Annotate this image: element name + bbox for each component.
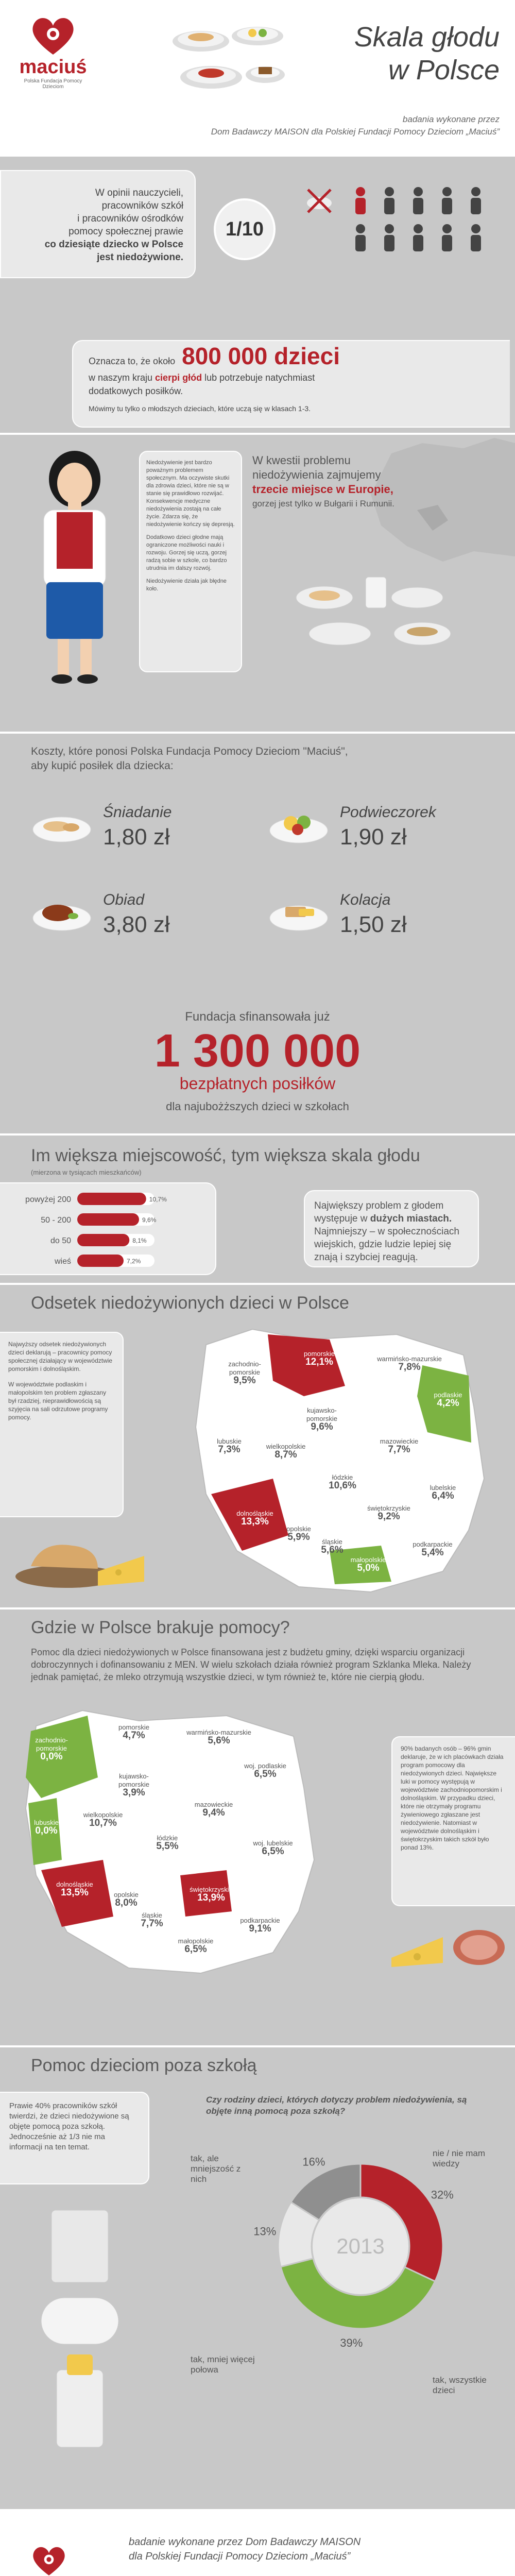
donut-slice-value: 39%: [340, 2336, 363, 2350]
stat-800k-section: [0, 330, 515, 433]
label-slaskie: śląskie 5,6%: [321, 1538, 344, 1555]
ratio-circle: 1/10: [214, 198, 276, 260]
costs-intro: Koszty, które ponosi Polska Fundacja Pomocy Dzieciom "Maciuś", aby kupić posiłek dla dziecka:: [31, 745, 348, 772]
donut-slice-value: 32%: [431, 2188, 454, 2201]
town-bar: [77, 1255, 124, 1267]
label-zachodnio: zachodnio-pomorskie 9,5%: [228, 1360, 261, 1386]
label-kujawsko: kujawsko-pomorskie 9,6%: [306, 1406, 337, 1432]
label-wielkopolskie: wielkopolskie 8,7%: [266, 1443, 306, 1460]
town-subtitle: (mierzona w tysiącach mieszkańców): [31, 1168, 142, 1176]
label-dolnoslaskie: dolnośląskie 13,3%: [236, 1510, 273, 1527]
map1-title: Odsetek niedożywionych dzieci w Polsce: [31, 1293, 349, 1313]
m2-lodzkie: łódzkie 5,5%: [156, 1834, 179, 1852]
label-podlaskie: podlaskie 4,2%: [434, 1391, 462, 1409]
map2-title: Gdzie w Polsce brakuje pomocy?: [31, 1618, 290, 1637]
label-opolskie: opolskie 5,9%: [286, 1525, 311, 1543]
town-bar-value: 8,1%: [132, 1237, 147, 1244]
m2-podkarpackie: podkarpackie 9,1%: [240, 1917, 280, 1934]
footer-heart-icon: [31, 2545, 67, 2576]
slice-label-all: tak, wszystkie dzieci: [433, 2375, 487, 2395]
town-section: [0, 1133, 515, 1283]
footer-logo[interactable]: [10, 2545, 88, 2576]
m2-dolnoslaskie: dolnośląskie 13,5%: [56, 1880, 93, 1898]
donut-slice-value: 16%: [302, 2155, 325, 2168]
footer: [0, 2509, 515, 2576]
stat-800k-box: Oznacza to, że około 800 000 dzieci w naszym kraju cierpi głód lub potrzebuje natychmiast dodatkowych posiłków. Mówimy tu tylko o młodszych dzieciach, które uczą się w klasach 1-3.: [72, 340, 510, 428]
page-title: Skala głodu w Polsce: [354, 22, 500, 86]
town-chart-box: [0, 1182, 216, 1275]
supper-icon: [268, 886, 330, 943]
town-title: Im większa miejscowość, tym większa skala głodu: [31, 1146, 420, 1165]
m2-mazowieckie: mazowieckie 9,4%: [194, 1801, 233, 1818]
logo-sub: Polska Fundacja Pomocy Dzieciom: [24, 78, 82, 90]
outside-info-box: Prawie 40% pracowników szkół twierdzi, że dzieci niedożywione są objęte pomocą poza szkołą. Jednocześnie aż 1/3 nie ma informacji na ten temat.: [0, 2092, 149, 2184]
financed-unit: bezpłatnych posiłków: [179, 1074, 336, 1093]
m2-warminsko: warmińsko-mazurskie 5,6%: [186, 1728, 251, 1746]
stat-800k-number: 800 000 dzieci: [182, 343, 340, 369]
donut-slice-value: 13%: [253, 2225, 277, 2238]
slice-label-half: tak, mniej więcej połowa: [191, 2354, 255, 2375]
outside-section: [0, 2045, 515, 2509]
label-lodzkie: łódzkie 10,6%: [329, 1473, 356, 1491]
map2-intro: Pomoc dla dzieci niedożywionych w Polsce finansowana jest z budżetu gminy, dzięki wsparciu organizacji dobroczynnych i dofinansowaniu z MEN. W wielu szkołach działa również program Szklanka Mleka. Należy jednak pamiętać, że mleko otrzymują wszystkie dzieci, w tym również te, które nie cierpią głodu.: [31, 1647, 471, 1682]
m2-swietokrzyskie: świętokrzyskie 13,9%: [190, 1886, 233, 1903]
subtitle: badania wykonane przez Dom Badawczy MAISON dla Polskiej Fundacji Pomocy Dzieciom „Maciuś”: [211, 114, 500, 137]
snack-icon: [268, 799, 330, 855]
financed-tail: dla najubożższych dzieci w szkołach: [166, 1100, 349, 1113]
town-bar-label: do 50: [50, 1236, 71, 1245]
m2-malopolskie: małopolskie 6,5%: [178, 1937, 214, 1955]
label-warminsko: warmińsko-mazurskie 7,8%: [377, 1355, 442, 1372]
town-bar: [77, 1193, 146, 1205]
food-bag-illustration: [21, 2200, 139, 2470]
table-plates-illustration: [288, 567, 464, 652]
m2-lubelskie: woj. lubelskie 6,5%: [253, 1839, 293, 1857]
label-lubuskie: lubuskie 7,3%: [217, 1437, 242, 1455]
m2-lubuskie: lubuskie 0,0%: [34, 1819, 59, 1836]
label-pomorskie: pomorskie 12,1%: [304, 1350, 335, 1367]
m2-kujawsko: kujawsko-pomorskie 3,9%: [118, 1772, 149, 1798]
label-swietokrzyskie: świętokrzyskie 9,2%: [367, 1504, 410, 1522]
meal-supper: Kolacja 1,50 zł: [268, 886, 484, 953]
donut-chart: [252, 2138, 469, 2354]
town-bar: [77, 1213, 139, 1226]
teacher-text-box: Niedożywienie jest bardzo poważnym problemem społecznym. Ma oczywiste skutki dla zdrowia dzieci, które nie są w stanie się prawidłowo rozwijać. Konsekwencje medyczne niedożywienia zostają na całe życie. Zdarza się, że niedożywienie kończy się depresją. Dodatkowo dzieci głodne mają ograniczone możliwości nauki i rozwoju. Gorzej się uczą, gorzej radzą sobie w szkole, co bardzo utrudnia im dalszy rozwój. Niedożywienie działa jak błędne koło.: [139, 451, 242, 672]
map1-section: [0, 1283, 515, 1607]
logo-text: maciuś: [19, 56, 87, 78]
label-lubelskie: lubelskie 6,4%: [430, 1484, 456, 1501]
town-note-box: Największy problem z głodem występuje w dużych miastach. Najmniejszy – w społecznościach wiejskich, gdzie ludzie lepiej się znają i szybciej reagują.: [304, 1190, 479, 1267]
label-podkarpackie: podkarpackie 5,4%: [413, 1540, 453, 1558]
intro-text-box: W opinii nauczycieli, pracowników szkół i pracowników ośrodków pomocy społecznej prawie co dziesiąte dziecko w Polsce jest niedożywione.: [0, 170, 196, 278]
europe-text: W kwestii problemu niedożywienia zajmujemy trzecie miejsce w Europie, gorzej jest tylko w Bułgarii i Rumunii.: [252, 454, 394, 509]
m2-wielkopolskie: wielkopolskie 10,7%: [83, 1811, 123, 1828]
town-bar: [77, 1234, 129, 1246]
m2-podlaskie: woj. podlaskie 6,5%: [244, 1762, 286, 1780]
meal-breakfast: Śniadanie 1,80 zł: [31, 799, 247, 866]
food-plates-illustration: [170, 15, 288, 98]
financed-number: 1 300 000: [154, 1025, 361, 1077]
cheese-sausage-illustration: [381, 1911, 510, 1976]
dinner-icon: [31, 886, 93, 943]
map1-info-box: Najwyższy odsetek niedożywionych dzieci deklarują – pracownicy pomocy społecznej działający w województwie pomorskim i dolnośląskim. W województwie podlaskim i małopolskim ten problem zgłaszany był rzadziej, nieprawidłowością są szyjęcia na sali odrzutowe programy pomocy.: [0, 1332, 124, 1517]
teacher-section: [0, 433, 515, 732]
outside-question: Czy rodziny dzieci, których dotyczy problem niedożywienia, są objęte inną pomocą poza szkołą?: [206, 2095, 467, 2116]
financed-lead: Fundacja sfinansowała już: [185, 1010, 330, 1024]
town-bar-value: 9,6%: [142, 1216, 157, 1224]
m2-opolskie: opolskie 8,0%: [114, 1891, 139, 1908]
logo[interactable]: [14, 15, 92, 90]
teacher-illustration: [10, 443, 139, 693]
intro-section: [0, 155, 515, 330]
map2-section: [0, 1607, 515, 2045]
map2-info-box: 90% badanych osób – 96% gmin deklaruje, że w ich placówkach działa program pomocowy dla niedożywionych dzieci. Największe luki w pomocy występują w województwie zachodniopomorskim i dolnośląskim. W przypadku dzieci, które nie otrzymały programu żywieniowego zgłaszane jest niedożywienie. Natomiast w województwie dolnośląskim i świętokrzyskim takich szkół było ponad 13%.: [391, 1736, 515, 1906]
costs-section: [0, 732, 515, 1005]
bread-cheese-illustration: [10, 1525, 154, 1595]
meal-dinner: Obiad 3,80 zł: [31, 886, 247, 953]
town-bar-chart: [0, 1183, 216, 1276]
m2-zachodnio: zachodnio-pomorskie 0,0%: [35, 1736, 68, 1762]
meal-snack: Podwieczorek 1,90 zł: [268, 799, 484, 866]
slice-label-no: nie / nie mam wiedzy: [433, 2148, 486, 2168]
town-bar-value: 10,7%: [149, 1196, 167, 1203]
footer-credits: badanie wykonane przez Dom Badawczy MAISON dla Polskiej Fundacji Pomocy Dzieciom „Maciuś”: [129, 2536, 361, 2562]
children-pictogram: [350, 185, 500, 260]
breakfast-icon: [31, 799, 93, 855]
town-bar-label: wieś: [54, 1257, 71, 1266]
header: [0, 0, 515, 155]
no-food-icon: [304, 185, 335, 219]
heart-logo-icon: [30, 15, 76, 57]
label-mazowieckie: mazowieckie 7,7%: [380, 1437, 419, 1455]
outside-title: Pomoc dzieciom poza szkołą: [31, 2056, 257, 2075]
town-bar-label: powyżej 200: [25, 1195, 71, 1204]
donut-center-year: 2013: [336, 2234, 385, 2258]
label-malopolskie: małopolskie 5,0%: [350, 1556, 386, 1573]
slice-label-minority: tak, ale mniejszość z nich: [191, 2154, 241, 2184]
town-bar-label: 50 - 200: [41, 1216, 71, 1225]
town-bar-value: 7,2%: [127, 1258, 141, 1265]
m2-pomorskie: pomorskie 4,7%: [118, 1723, 149, 1741]
m2-slaskie: śląskie 7,7%: [141, 1911, 163, 1929]
financed-section: [0, 1005, 515, 1133]
